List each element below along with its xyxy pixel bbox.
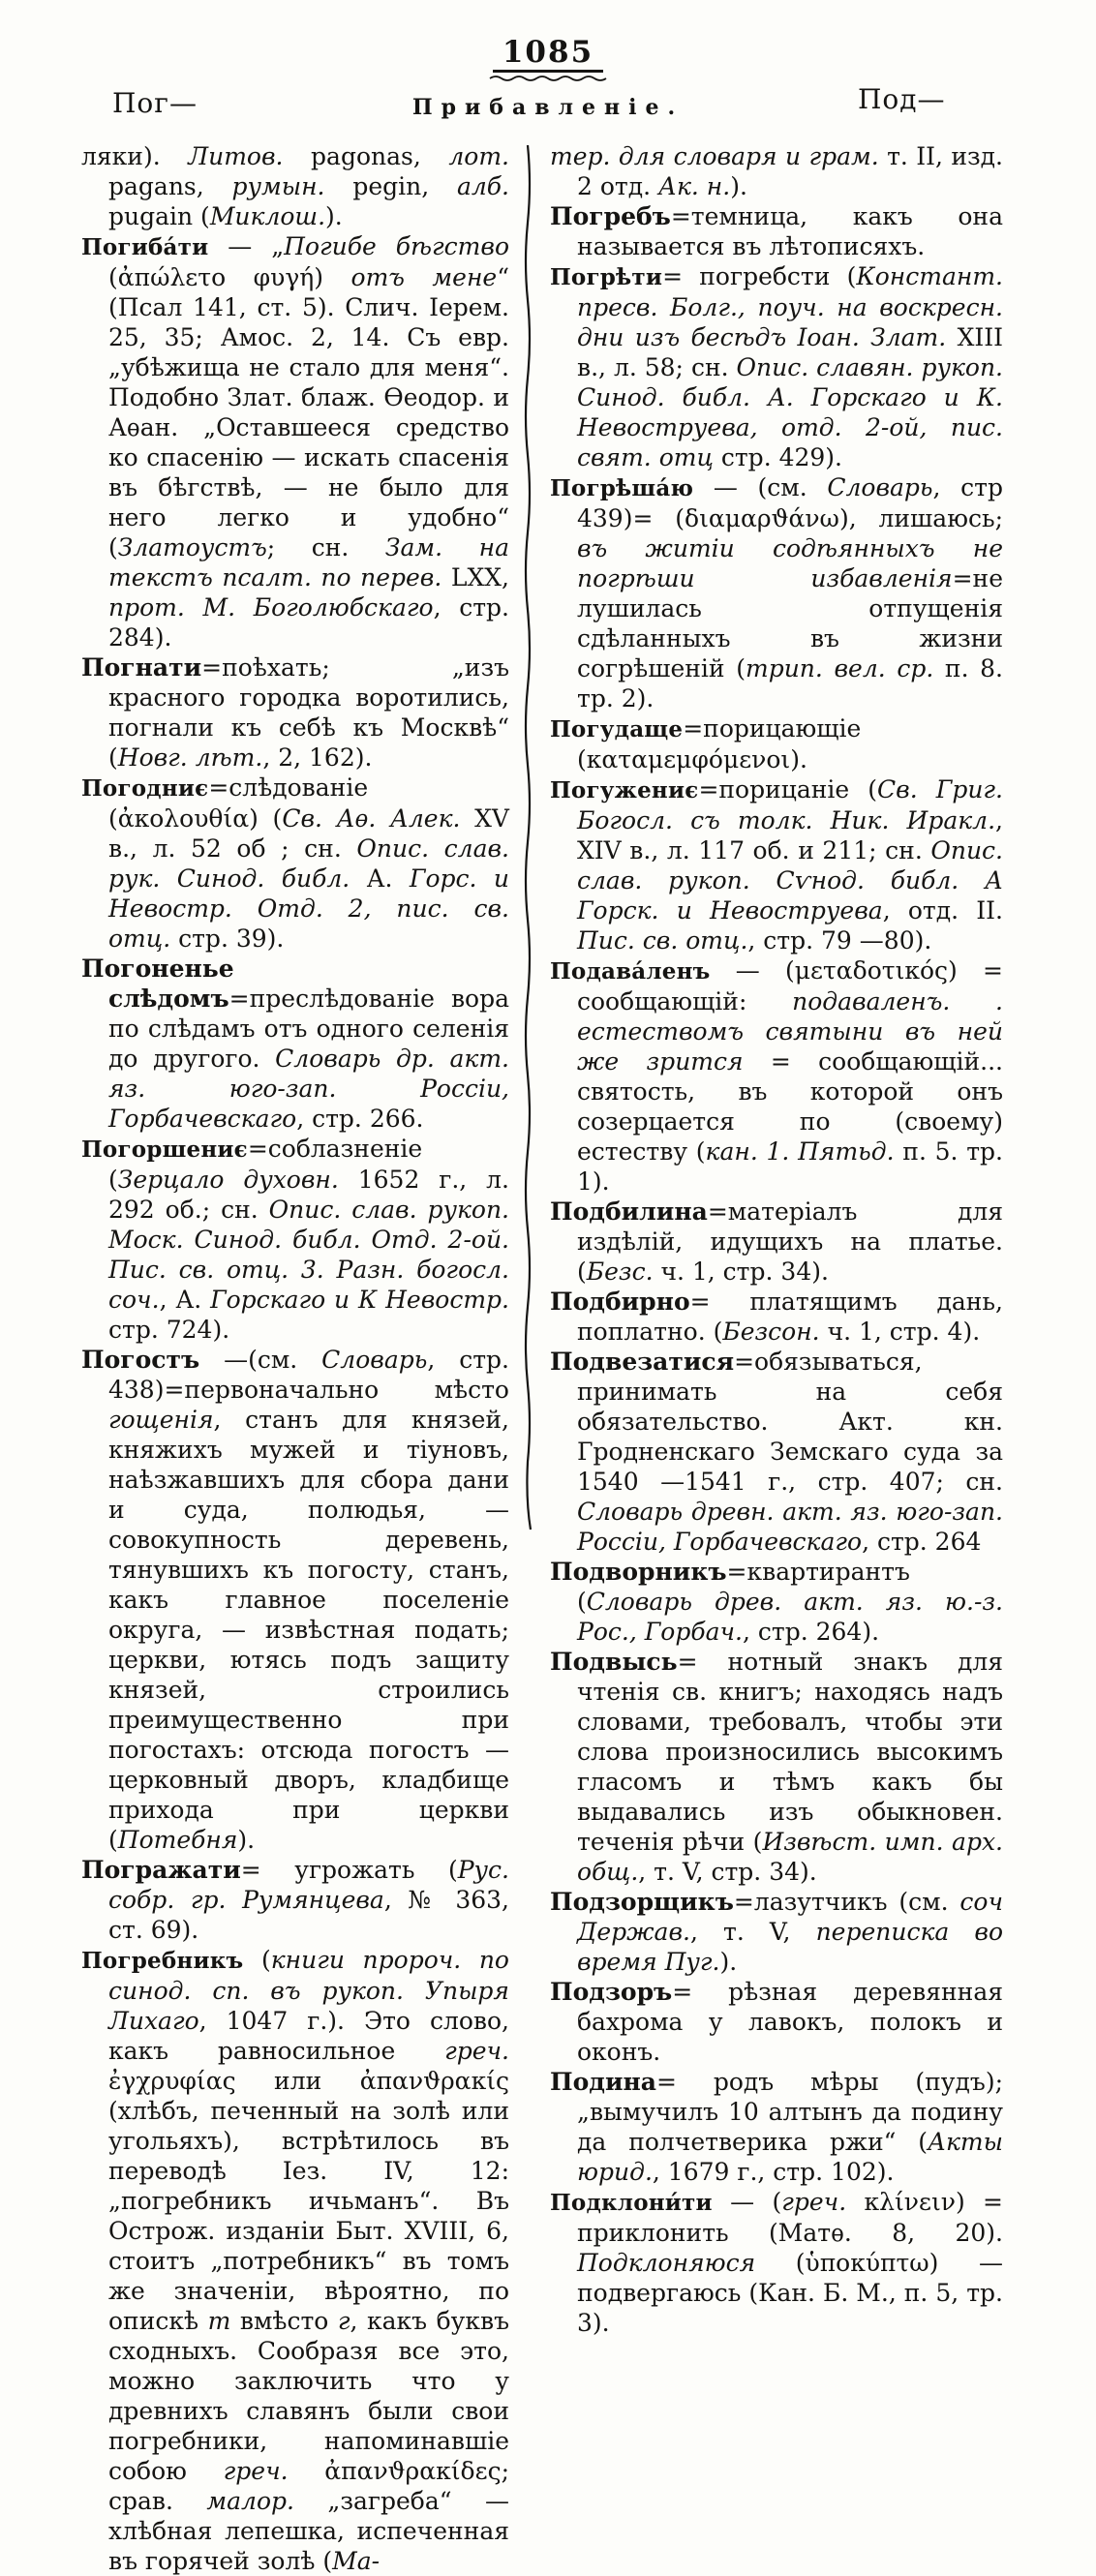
dictionary-entry: Погребъ=темница, какъ она называется въ лѣтописяхъ. — [550, 202, 1003, 260]
dictionary-entry: Погудаще=порицающіе (καταμεμφόμενοι). — [550, 714, 862, 773]
entry-headword: Подава́ленъ — [550, 958, 711, 985]
dictionary-entry: ляки). Литов. pagonas, лот. pagans, румын. pegin, алб. pugain (Миклош.). — [81, 142, 509, 230]
entry-headword: Подклони́ти — [550, 2190, 713, 2216]
left-column — [81, 141, 509, 2576]
running-head-right: Под— — [858, 83, 946, 115]
dictionary-entry: тер. для словаря и грам. т. II, изд. 2 отд. Ак. н.). — [550, 142, 1004, 200]
entry-headword: Подзоръ — [550, 1978, 673, 2006]
dictionary-entry: Погодниє=слѣдованіе (ἀκολουθία) (Св. Аѳ. Алек. XV в., л. 52 об ; сн. Опис. слав. рук. Синод. библ. А. Горс. и Невостр. Отд. 2, пис. св. отц. стр. 39). — [81, 773, 509, 953]
entry-headword: Погоршениє — [81, 1136, 248, 1163]
entry-headword: Подина — [550, 2068, 656, 2096]
dictionary-entry: Подвезатися=обязываться, принимать на себя обязательство. Акт. кн. Гродненскаго Земскаго суда за 1540 —1541 г., стр. 407; сн. Словарь древн. акт. яз. юго-зап. Россіи, Горбачевскаго, стр. 264 — [550, 1348, 1003, 1556]
page-number: 1085 — [493, 37, 603, 73]
dictionary-entry: Погостъ —(см. Словарь, стр. 438)=первоначально мѣсто гощенія, станъ для князей, княжихъ мужей и тіуновъ, наѣзжавшихъ для сбора дани и суда, полюдья, — совокупность деревень, тянувшихъ къ погосту, станъ, какъ главное поселеніе округа, — извѣстная подать; церкви, ютясь подъ защиту князей, строились преимущественно при погостахъ: отсюда погостъ — церковный дворъ, кладбище прихода при церкви (Потебня). — [81, 1346, 509, 1854]
entry-headword: Погужениє — [550, 777, 699, 803]
dictionary-entry: Подава́ленъ — (μεταδοτικός) = сообщающій: подаваленъ. . естествомъ святыни въ ней же зрится = сообщающій... святость, въ которой онъ созерцается по (своему) естеству (кан. 1. Пятьд. п. 5. тр. 1). — [550, 956, 1004, 1196]
entry-headword: Подбирно — [550, 1288, 690, 1316]
entry-headword: Погодниє — [81, 775, 209, 802]
entry-headword: Погоненье слѣдомъ — [81, 955, 234, 1013]
entry-headword: Погнати — [81, 653, 202, 682]
entry-headword: Погудаще — [550, 716, 684, 742]
dictionary-entry: Подзоръ= рѣзная деревянная бахрома у лавокъ, полокъ и оконъ. — [550, 1978, 1003, 2066]
entry-headword: Подворникъ — [550, 1558, 727, 1586]
dictionary-entry: Погнати=поѣхать; „изъ красного городка воротились, погнали къ себѣ къ Москвѣ“ (Новг. лѣт., 2, 162). — [81, 653, 509, 772]
dictionary-entry: Погражати= угрожать (Рус. собр. гр. Румянцева, № 363, ст. 69). — [81, 1856, 509, 1944]
entry-headword: Подвезатися — [550, 1348, 735, 1376]
dictionary-entry: Погужениє=порицаніе (Св. Григ. Богосл. съ толк. Ник. Иракл., XIV в., л. 117 об. и 211; сн. Опис. слав. рукоп. Сѵнод. библ. А Горск. и Невоструева, отд. II. Пис. св. отц., стр. 79 —80). — [550, 775, 1003, 955]
dictionary-entry: Подбирно= платящимъ дань, поплатно. (Безсон. ч. 1, стр. 4). — [550, 1288, 1003, 1346]
dictionary-entry: Погоненье слѣдомъ=преслѣдованіе вора по слѣдамъ отъ одного селенія до другого. Словарь др. акт. яз. юго-зап. Россіи, Горбачевскаго, стр. 266. — [81, 955, 509, 1133]
dictionary-entry: Погрѣти= погребсти (Констант. пресв. Болг., поуч. на воскресн. дни изъ бесѣдъ Іоан. Злат. XIII в., л. 58; сн. Опис. славян. рукоп. Синод. библ. А. Горскаго и К. Невоструева, отд. 2-ой, пис. свят. отц стр. 429). — [550, 262, 1003, 471]
dictionary-entry: Погребникъ (книги пророч. по синод. сп. въ рукоп. Упыря Лихаго, 1047 г.). Это слово, какъ равносильное греч. ἐγχρυφίας или ἀπανϑρακίς (хлѣбъ, печенный на золѣ или угольяхъ), встрѣтилось въ переводѣ Іез. IV, 12: „погребникъ ичьманъ“. Въ Острож. изданіи Быт. XVIII, 6, стоитъ „потребникъ“ въ томъ же значеніи, вѣроятно, по опискѣ т вмѣсто г, какъ буквъ сходныхъ. Сообразя все это, можно заключить что у древнихъ славянъ были свои погребники, напоминавшіе собою греч. ἀπανϑρακίδες; срав. малор. „загреба“ — хлѣбная лепешка, испеченная въ горячей золѣ (Ма- — [81, 1946, 509, 2575]
dictionary-entry: Подвысь= нотный знакъ для чтенія св. книгъ; находясь надъ словами, требовалъ, чтобы эти слова произносились высокимъ гласомъ и тѣмъ какъ бы выдавались изъ обыкновен. теченія рѣчи (Извѣст. имп. арх. общ., т. V, стр. 34). — [550, 1648, 1003, 1886]
dictionary-entry: Погрѣша́ю — (см. Словарь, стр 439)= (διαμαρϑάνω), лишаюсь; въ житіи содѣянныхъ не погрѣши избавленія=не лушилась отпущенія сдѣланныхъ въ жизни согрѣшеній (трип. вел. ср. п. 8. тр. 2). — [550, 473, 1004, 712]
entry-headword: Подбилина — [550, 1197, 708, 1226]
entry-headword: Погрѣти — [550, 264, 663, 290]
entry-headword: Погрѣша́ю — [550, 475, 694, 501]
dictionary-entry: Подклони́ти — (греч. κλίνειν) = приклонить (Матѳ. 8, 20). Подклоняюся (ὑποκύπτω) — подвергаюсь (Кан. Б. М., п. 5, тр. 3). — [550, 2188, 1003, 2337]
running-head-center: Прибавленіе. — [411, 95, 685, 120]
dictionary-entry: Подворникъ=квартирантъ (Словарь древ. акт. яз. ю.-з. Рос., Горбач., стр. 264). — [550, 1558, 1003, 1646]
entry-headword: Подзорщикъ — [550, 1888, 734, 1916]
entry-headword: Погиба́ти — [81, 234, 209, 260]
entry-headword: Погребникъ — [81, 1948, 244, 1974]
page-header — [0, 37, 1096, 82]
column-divider-wavy-line — [521, 145, 534, 1539]
running-head-left: Пог— — [112, 87, 198, 119]
right-column — [550, 141, 1003, 2338]
entry-headword: Подвысь — [550, 1648, 678, 1676]
dictionary-entry: Подбилина=матеріалъ для издѣлій, идущихъ на платье. (Безс. ч. 1, стр. 34). — [550, 1197, 1003, 1286]
entry-headword: Погребъ — [550, 202, 671, 230]
dictionary-entry: Подина= родъ мѣры (пудъ); „вымучилъ 10 алтынъ да подину да полчетверика ржи“ (Акты юрид., 1679 г., стр. 102). — [550, 2068, 1003, 2186]
entry-headword: Погражати — [81, 1856, 241, 1884]
dictionary-entry: Погиба́ти — „Погибе бѣгство (ἀπώλετο φυγή) отъ мене“ (Псал 141, ст. 5). Слич. Іерем. 25, 35; Амос. 2, 14. Съ евр. „убѣжища не стало для меня“. Подобно Злат. блаж. Ѳеодор. и Аѳан. „Оставшееся средство ко спасенію — искать спасенія въ бѣгствѣ, — не было для него легко и удобно“ (Златоустъ; сн. Зам. на текстъ псалт. по перев. LXX, прот. М. Боголюбскаго, стр. 284). — [81, 232, 510, 652]
page-number-wavy-underline — [487, 74, 609, 82]
dictionary-entry: Подзорщикъ=лазутчикъ (см. соч Держав., т. V, переписка во время Пуг.). — [550, 1888, 1003, 1976]
entry-headword: Погостъ — [81, 1346, 200, 1374]
dictionary-entry: Погоршениє=соблазненіе (Зерцало духовн. 1652 г., л. 292 об.; сн. Опис. слав. рукоп. Моск. Синод. библ. Отд. 2-ой. Пис. св. отц. 3. Разн. богосл. соч., А. Горскаго и К Невостр. стр. 724). — [81, 1135, 510, 1344]
